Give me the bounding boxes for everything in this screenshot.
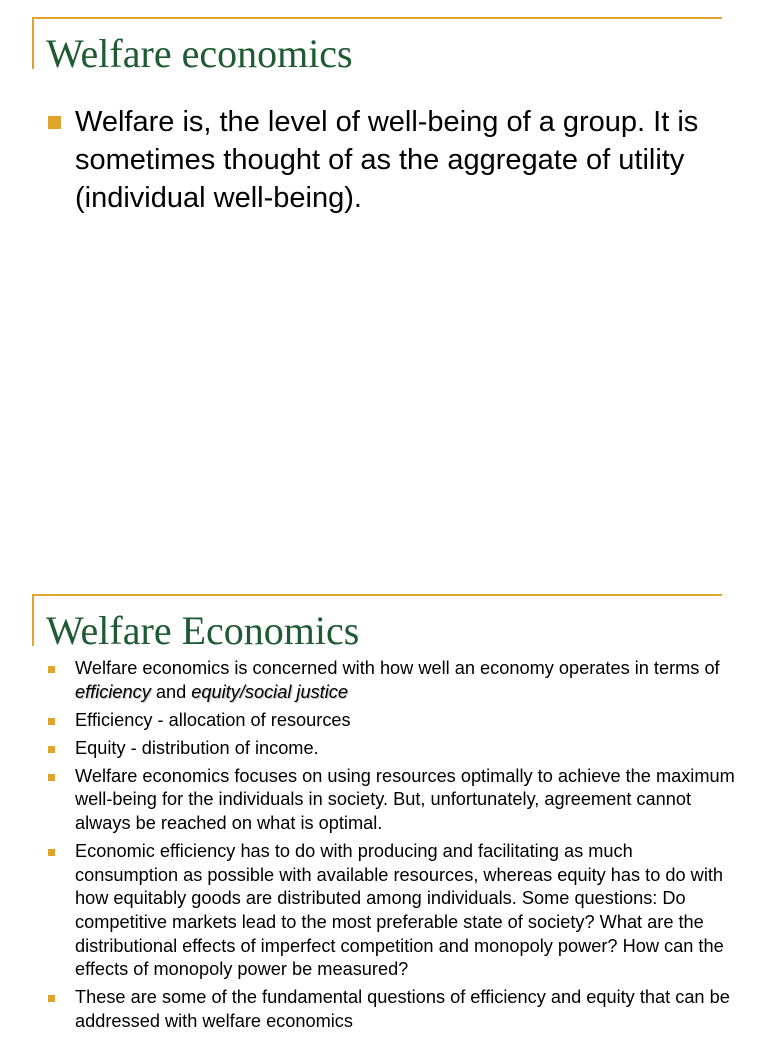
side-rule: [32, 17, 34, 69]
top-rule: [32, 594, 722, 596]
slide-title: Welfare economics: [46, 31, 353, 76]
square-bullet-icon: [48, 666, 55, 673]
square-bullet-icon: [48, 849, 55, 856]
bullet-item: Economic efficiency has to do with producing and facilitating as much consumption as possible with available resources, whereas equity has to do with how equitably goods are distributed among individuals. Some questions: Do competitive markets lead to the most preferable state of society? What are the distributional effects of imperfect competition and monopoly power? How can the effects of monopoly power be measured?: [46, 840, 736, 982]
bullet-list: [46, 657, 736, 1038]
square-bullet-icon: [48, 746, 55, 753]
bullet-item: These are some of the fundamental questions of efficiency and equity that can be addressed with welfare economics: [46, 986, 736, 1033]
top-rule: [32, 17, 722, 19]
bullet-item: Welfare economics focuses on using resources optimally to achieve the maximum well-being for the individuals in society. But, unfortunately, agreement cannot always be reached on what is optimal.: [46, 765, 736, 836]
square-bullet-icon: [48, 774, 55, 781]
bullet-item: Welfare economics is concerned with how well an economy operates in terms of efficiency and equity/social justice: [46, 657, 736, 704]
bullet-item: Welfare is, the level of well-being of a group. It is sometimes thought of as the aggregate of utility (individual well-being).: [46, 103, 736, 217]
slide-title: Welfare Economics: [46, 608, 360, 653]
bullet-list: [46, 103, 736, 217]
side-rule: [32, 594, 34, 646]
bullet-item: Equity - distribution of income.: [46, 737, 736, 761]
square-bullet-icon: [48, 116, 61, 129]
square-bullet-icon: [48, 995, 55, 1002]
square-bullet-icon: [48, 718, 55, 725]
bullet-item: Efficiency - allocation of resources: [46, 709, 736, 733]
